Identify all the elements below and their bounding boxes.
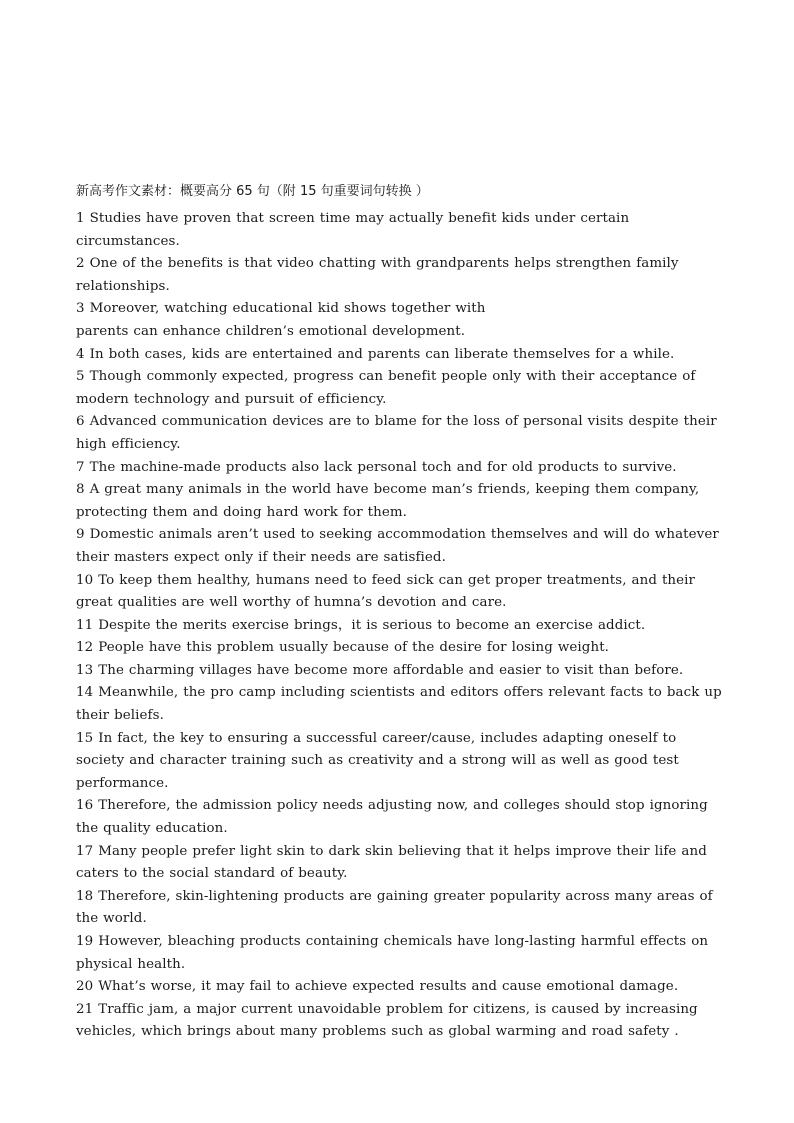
sentence-item	[76, 637, 718, 660]
sentence-item	[76, 886, 718, 931]
sentence-line: 2 One of the benefits is that video chatting with grandparents helps strengthen family	[76, 256, 679, 272]
sentence-line: 7 The machine-made products also lack personal toch and for old products to survive.	[76, 459, 677, 475]
sentence-item	[76, 366, 718, 411]
sentence-item	[76, 479, 718, 524]
sentence-line: 16 Therefore, the admission policy needs adjusting now, and colleges should stop ignoring	[76, 798, 708, 814]
sentence-item	[76, 208, 718, 253]
sentence-line: parents can enhance children’s emotional development.	[76, 323, 466, 339]
sentence-line: the quality education.	[76, 821, 228, 837]
sentence-line: 12 People have this problem usually because of the desire for losing weight.	[76, 640, 610, 656]
sentence-item	[76, 841, 718, 886]
sentence-line: 19 However, bleaching products containing chemicals have long-lasting harmful effects on	[76, 934, 709, 949]
sentence-line: circumstances.	[76, 233, 180, 249]
sentence-item	[76, 253, 718, 298]
sentence-line: vehicles, which brings about many problems such as global warming and road safety .	[76, 1024, 679, 1040]
sentence-list	[76, 208, 722, 1044]
sentence-item	[76, 298, 718, 343]
sentence-item	[76, 344, 718, 367]
sentence-line: 3 Moreover, watching educational kid shows together with	[76, 301, 486, 317]
sentence-line: their masters expect only if their needs are satisfied.	[76, 549, 446, 565]
sentence-item	[76, 615, 718, 638]
sentence-line: 13 The charming villages have become more affordable and easier to visit than before.	[76, 662, 684, 678]
sentence-line: 8 A great many animals in the world have become man’s friends, keeping them company,	[76, 482, 700, 498]
sentence-item	[76, 728, 718, 796]
sentence-line: relationships.	[76, 278, 170, 294]
sentence-line: high efficiency.	[76, 436, 181, 452]
sentence-line: performance.	[76, 775, 169, 791]
sentence-line: great qualities are well worthy of humna’s devotion and care.	[76, 595, 507, 611]
document-body	[76, 180, 722, 1044]
sentence-line: 17 Many people prefer light skin to dark skin believing that it helps improve their life and	[76, 843, 707, 859]
sentence-line: 1 Studies have proven that screen time may actually benefit kids under certain	[76, 211, 630, 226]
sentence-line: 18 Therefore, skin-lightening products are gaining greater popularity across many areas of	[76, 888, 713, 904]
sentence-item	[76, 976, 718, 999]
sentence-item	[76, 795, 718, 840]
sentence-line: caters to the social standard of beauty.	[76, 866, 348, 882]
sentence-line: physical health.	[76, 956, 186, 972]
sentence-line: 21 Traffic jam, a major current unavoidable problem for citizens, is caused by increasing	[76, 1001, 698, 1017]
sentence-line: the world.	[76, 911, 147, 927]
sentence-line: 20 What’s worse, it may fail to achieve expected results and cause emotional damage.	[76, 979, 679, 995]
sentence-line: protecting them and doing hard work for them.	[76, 504, 408, 520]
sentence-line: modern technology and pursuit of efficiency.	[76, 391, 387, 407]
sentence-line: 5 Though commonly expected, progress can benefit people only with their acceptance of	[76, 369, 696, 385]
sentence-line: 10 To keep them healthy, humans need to feed sick can get proper treatments, and their	[76, 572, 696, 588]
sentence-item	[76, 524, 718, 569]
sentence-item	[76, 999, 718, 1044]
sentence-line: 6 Advanced communication devices are to blame for the loss of personal visits despite their	[76, 414, 717, 430]
sentence-item	[76, 411, 718, 456]
sentence-item	[76, 660, 718, 683]
sentence-line: society and character training such as creativity and a strong will as well as good test	[76, 753, 679, 769]
sentence-line: their beliefs.	[76, 708, 164, 724]
sentence-item	[76, 682, 722, 727]
sentence-line: 4 In both cases, kids are entertained and parents can liberate themselves for a while.	[76, 346, 675, 362]
document-title: 新高考作文素材：概要高分 65 句（附 15 句重要词句转换 ）	[76, 184, 429, 199]
sentence-line: 9 Domestic animals aren’t used to seeking accommodation themselves and will do whatever	[76, 527, 719, 543]
sentence-line: 15 In fact, the key to ensuring a successful career/cause, includes adapting oneself to	[76, 730, 677, 746]
sentence-item	[76, 570, 718, 615]
sentence-item	[76, 457, 718, 480]
sentence-line: 11 Despite the merits exercise brings，it is serious to become an exercise addict.	[76, 617, 646, 633]
sentence-item	[76, 931, 718, 976]
sentence-line: 14 Meanwhile, the pro camp including scientists and editors offers relevant facts to back up	[76, 685, 722, 701]
